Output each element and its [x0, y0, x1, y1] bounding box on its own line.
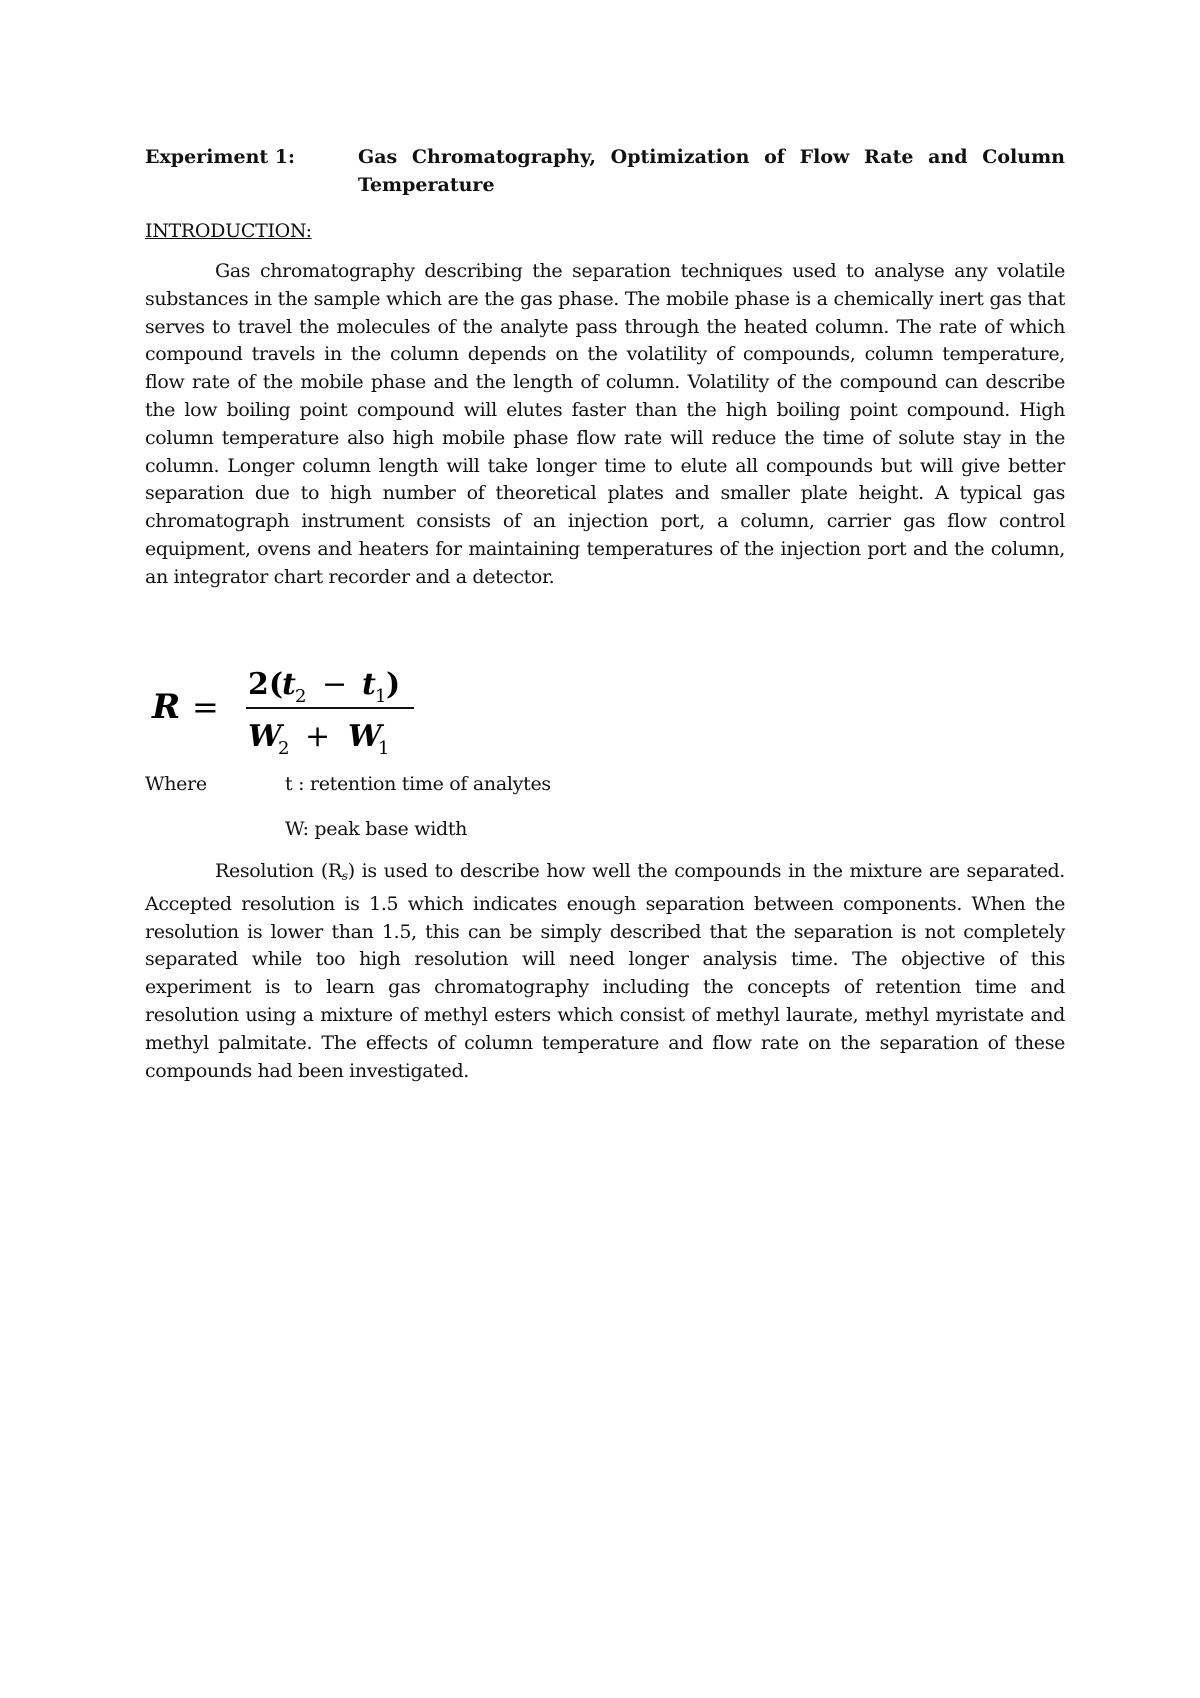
resolution-subscript: s — [341, 869, 348, 883]
numerator-t1: t — [362, 667, 376, 702]
resolution-paragraph — [145, 858, 1065, 1085]
denominator-w2-sub: 2 — [278, 738, 290, 759]
w-definition: W: peak base width — [285, 818, 468, 840]
denominator-plus: + — [305, 719, 331, 754]
numerator-t2-sub: 2 — [295, 686, 307, 707]
formula-lhs: R — [152, 687, 181, 727]
resolution-lead: Resolution (R — [215, 860, 342, 882]
experiment-title: Gas Chromatography, Optimization of Flow Rate and Column Temperature — [358, 146, 1065, 196]
numerator-close: ) — [386, 667, 401, 702]
numerator-coef: 2( — [248, 667, 284, 702]
numerator-minus: − — [322, 667, 348, 702]
resolution-formula — [150, 650, 430, 760]
t-definition: t : retention time of analytes — [285, 773, 551, 795]
denominator-w1-sub: 1 — [378, 738, 390, 759]
denominator-w2: W — [248, 719, 282, 754]
formula-equals: = — [192, 688, 219, 726]
where-label: Where — [145, 773, 207, 795]
resolution-rest: ) is used to describe how well the compounds in the mixture are separated. Accepted resolution is 1.5 which indicates enough separation between components. When the resolution is lower than 1.5, this can be simply described that the separation is not completely separated while too high resolution will need longer analysis time. The objective of this experiment is to learn gas chromatography including the concepts of retention time and resolution using a mixture of methyl esters which consist of methyl laurate, methyl myristate and methyl palmitate. The effects of column temperature and flow rate on the separation of these compounds had been investigated. — [145, 860, 1065, 1082]
introduction-label: INTRODUCTION: — [145, 220, 312, 242]
numerator-t2: t — [282, 667, 296, 702]
experiment-label: Experiment 1: — [145, 146, 296, 168]
introduction-paragraph: Gas chromatography describing the separation techniques used to analyse any volatile substances in the sample which are the gas phase. The mobile phase is a chemically inert gas that serves to travel the molecules of the analyte pass through the heated column. The rate of which compound travels in the column depends on the volatility of compounds, column temperature, flow rate of the mobile phase and the length of column. Volatility of the compound can describe the low boiling point compound will elutes faster than the high boiling point compound. High column temperature also high mobile phase flow rate will reduce the time of solute stay in the column. Longer column length will take longer time to elute all compounds but will give better separation due to high number of theoretical plates and smaller plate height. A typical gas chromatograph instrument consists of an injection port, a column, carrier gas flow control equipment, ovens and heaters for maintaining temperatures of the injection port and the column, an integrator chart recorder and a detector. — [145, 260, 1065, 588]
numerator-t1-sub: 1 — [375, 686, 387, 707]
denominator-w1: W — [348, 719, 382, 754]
